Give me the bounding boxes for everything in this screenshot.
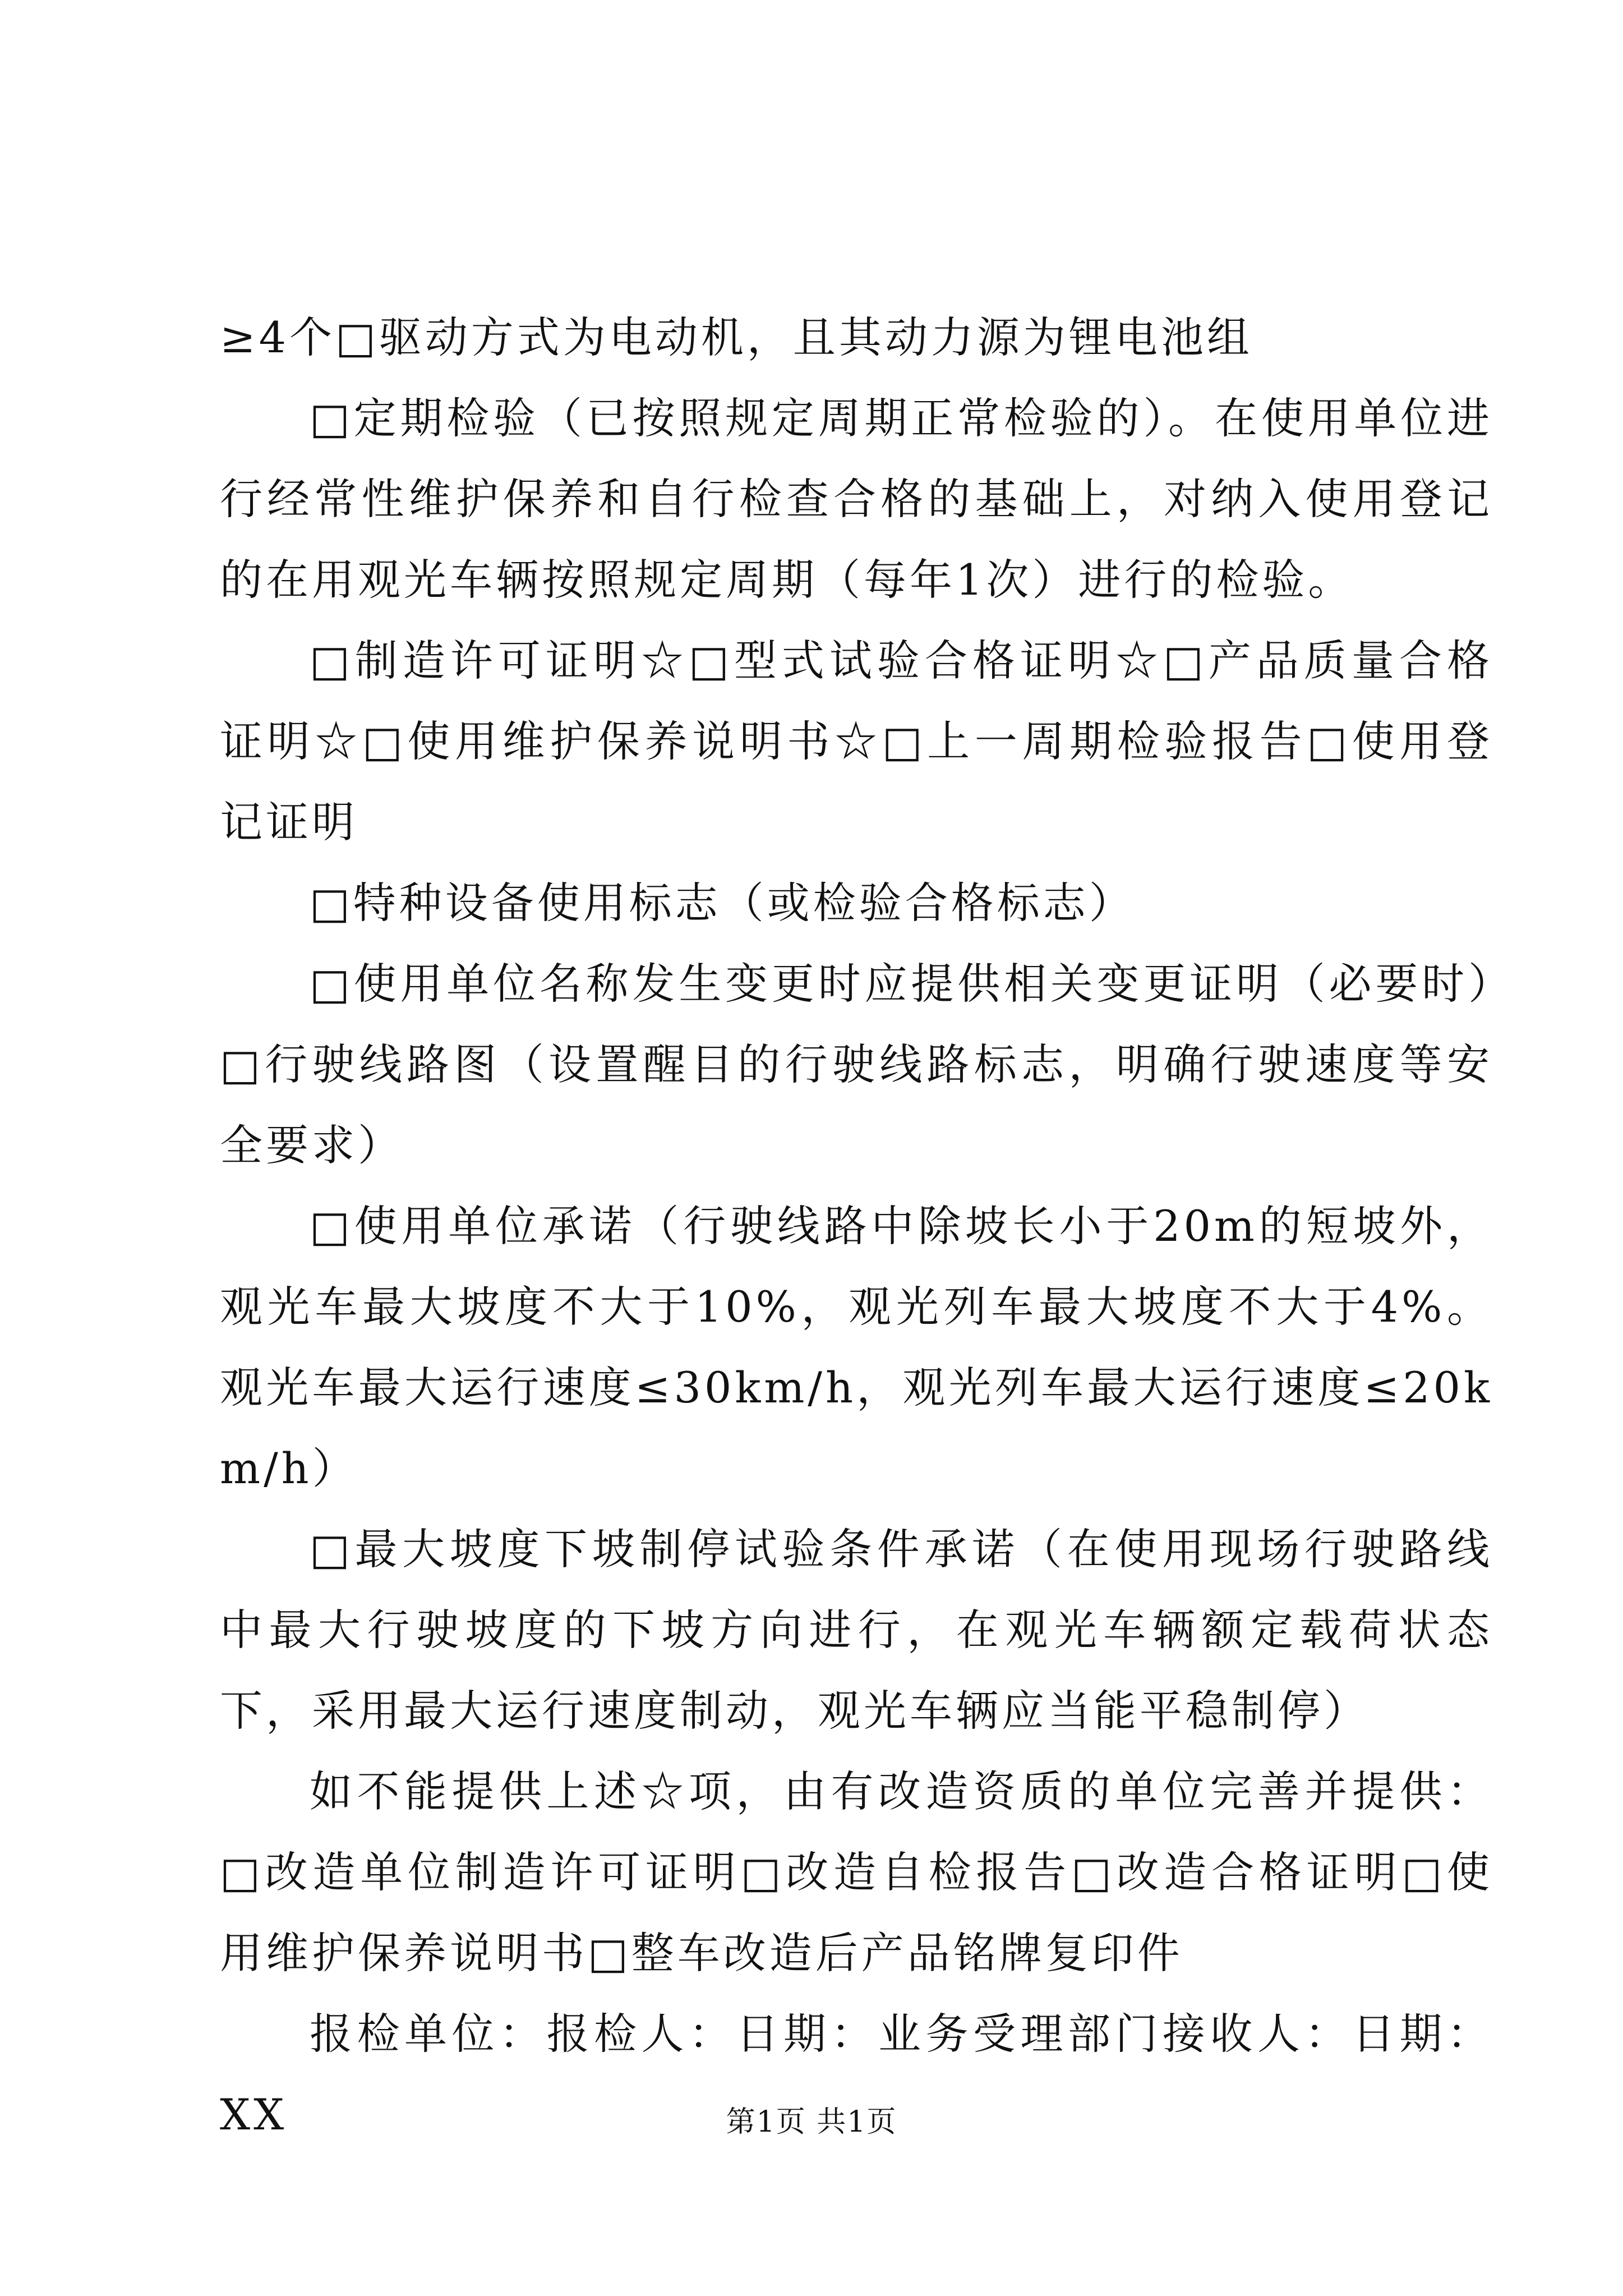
paragraph-usage-mark: □特种设备使用标志（或检验合格标志） <box>310 878 1135 928</box>
paragraph-name-change-route-map: □使用单位名称发生变更时应提供相关变更证明（必要时）□行驶线路图（设置醒目的行驶线路标志，明确行驶速度等安全要求） <box>220 959 1493 1170</box>
paragraph-drive-mode: ≥4个□驱动方式为电动机，且其动力源为锂电池组 <box>220 312 1253 362</box>
document-body <box>220 297 1493 2155</box>
page-footer: 第1页 共1页 <box>726 2105 897 2139</box>
paragraph-certificates-list: □制造许可证明☆□型式试验合格证明☆□产品质量合格证明☆□使用维护保养说明书☆□上一周期检验报告□使用登记证明 <box>220 636 1493 847</box>
paragraph-periodic-inspection: □定期检验（已按照规定周期正常检验的）。在使用单位进行经常性维护保养和自行检查合格的基础上，对纳入使用登记的在用观光车辆按照规定周期（每年1次）进行的检验。 <box>220 393 1493 605</box>
paragraph-signature-line: 报检单位：报检人：日期：业务受理部门接收人：日期：XX <box>220 2009 1493 2139</box>
paragraph-brake-test-commitment: □最大坡度下坡制停试验条件承诺（在使用现场行驶路线中最大行驶坡度的下坡方向进行，在观光车辆额定载荷状态下，采用最大运行速度制动，观光车辆应当能平稳制停） <box>220 1524 1493 1736</box>
paragraph-user-commitment: □使用单位承诺（行驶线路中除坡长小于20m的短坡外，观光车最大坡度不大于10%，观光列车最大坡度不大于4%。观光车最大运行速度≤30km/h，观光列车最大运行速度≤20km/h） <box>220 1201 1493 1493</box>
paragraph-modification-docs: 如不能提供上述☆项，由有改造资质的单位完善并提供：□改造单位制造许可证明□改造自检报告□改造合格证明□使用维护保养说明书□整车改造后产品铭牌复印件 <box>220 1766 1493 1978</box>
